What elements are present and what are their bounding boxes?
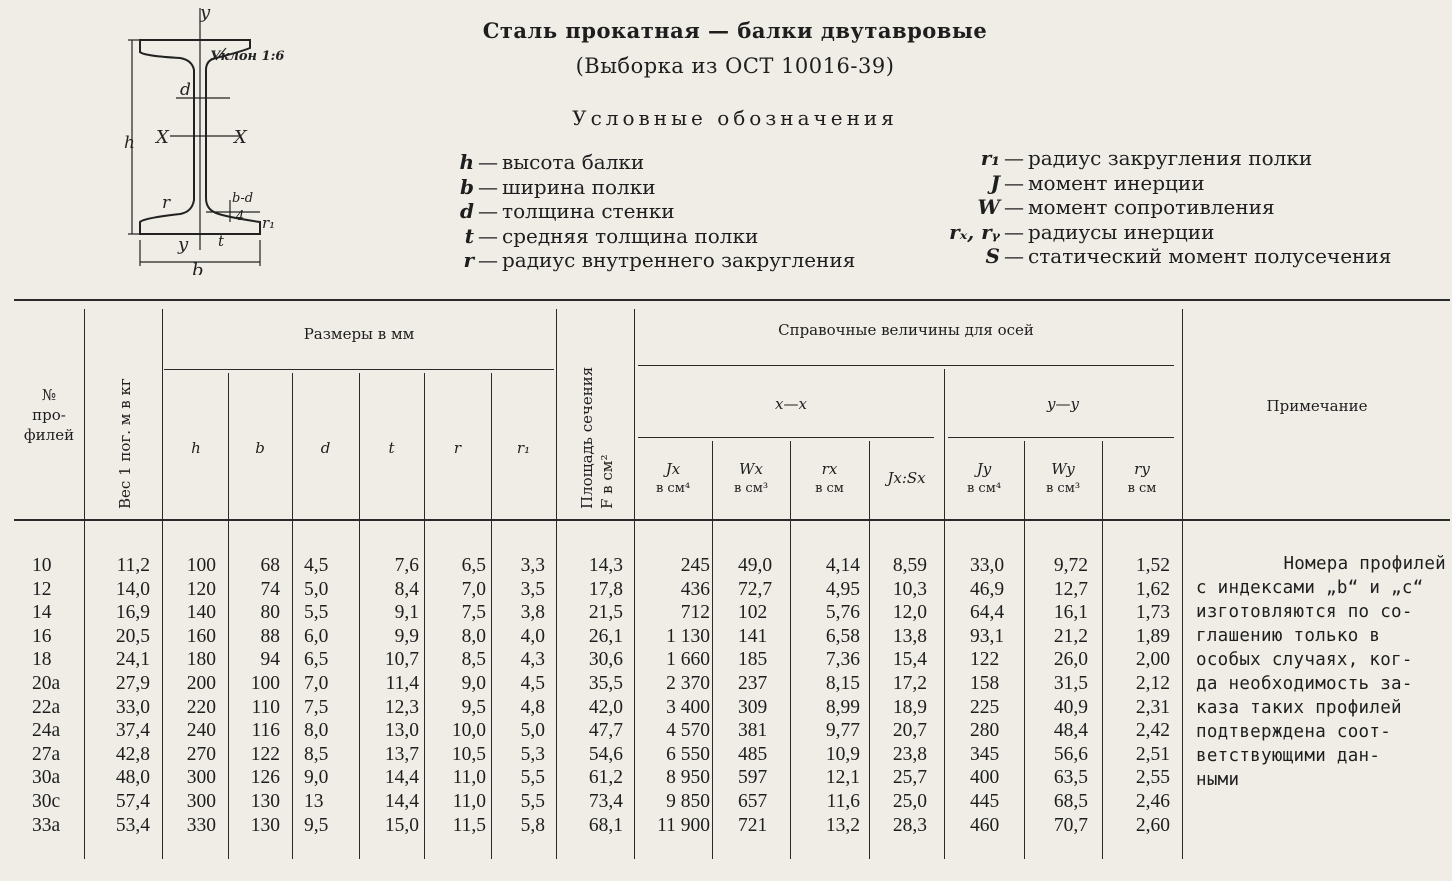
header-weight: Вес 1 пог. м в кг bbox=[116, 378, 134, 509]
table-cell-rx: 7,36 bbox=[825, 649, 860, 671]
col-rule bbox=[1182, 309, 1183, 859]
table-cell-profile: 12 bbox=[32, 578, 52, 600]
table-cell-r: 10,5 bbox=[451, 743, 486, 765]
table-cell-Jx: 2 370 bbox=[666, 672, 710, 694]
header-b: b bbox=[255, 439, 265, 457]
header-ref-group: Справочные величины для осей bbox=[778, 321, 1034, 339]
table-cell-Jy: 46,9 bbox=[970, 578, 1005, 600]
header-r: r bbox=[453, 439, 462, 457]
table-cell-Jx: 712 bbox=[680, 602, 710, 624]
table-cell-b: 100 bbox=[250, 672, 280, 694]
table-cell-weight: 14,0 bbox=[115, 578, 150, 600]
header-profile: № про- филей bbox=[23, 386, 75, 444]
table-cell-r1: 3,3 bbox=[520, 555, 545, 576]
table-cell-ry: 1,52 bbox=[1135, 555, 1170, 576]
table-cell-h: 300 bbox=[186, 767, 216, 789]
column-d bbox=[304, 554, 356, 837]
table-cell-r1: 3,8 bbox=[520, 602, 545, 624]
table-cell-b: 94 bbox=[260, 649, 280, 671]
table-cell-rx: 9,77 bbox=[825, 720, 860, 742]
table-cell-JxSx: 20,7 bbox=[892, 720, 927, 742]
table-cell-h: 160 bbox=[186, 625, 216, 647]
table-cell-Wy: 12,7 bbox=[1053, 578, 1088, 600]
table-cell-Jy: 345 bbox=[970, 743, 1000, 765]
table-cell-rx: 12,1 bbox=[825, 767, 860, 789]
table-cell-Jy: 33,0 bbox=[970, 555, 1005, 576]
table-cell-weight: 57,4 bbox=[115, 790, 150, 812]
note-line: Номера профилей bbox=[1283, 554, 1446, 574]
table-cell-ry: 1,89 bbox=[1135, 625, 1170, 647]
legend-item: J — момент инерции bbox=[990, 170, 1205, 195]
table-cell-Wx: 237 bbox=[738, 672, 768, 694]
table-cell-weight: 20,5 bbox=[115, 625, 150, 647]
table-cell-JxSx: 25,0 bbox=[892, 790, 927, 812]
table-cell-Jx: 3 400 bbox=[666, 696, 710, 718]
table-cell-r1: 4,8 bbox=[520, 696, 545, 718]
table-cell-b: 116 bbox=[251, 720, 280, 742]
axis-y-sub-rule bbox=[948, 437, 1174, 438]
table-cell-t: 13,7 bbox=[384, 743, 419, 765]
table-cell-r: 11,0 bbox=[452, 767, 486, 789]
table-cell-Wx: 49,0 bbox=[738, 555, 773, 576]
note-line: ными bbox=[1196, 770, 1240, 790]
table-cell-profile: 10 bbox=[32, 555, 52, 576]
table-cell-F: 68,1 bbox=[588, 814, 623, 836]
table-cell-r: 11,0 bbox=[452, 790, 486, 812]
table-cell-d: 4,5 bbox=[304, 555, 329, 576]
table-cell-profile: 18 bbox=[32, 649, 52, 671]
note-line: изготовляются по со- bbox=[1196, 602, 1413, 622]
table-cell-b: 130 bbox=[250, 790, 280, 812]
table-cell-weight: 27,9 bbox=[115, 672, 150, 694]
table-cell-r1: 4,0 bbox=[520, 625, 545, 647]
table-cell-h: 220 bbox=[186, 696, 216, 718]
table-cell-d: 6,0 bbox=[304, 625, 329, 647]
table-cell-Wx: 597 bbox=[738, 767, 768, 789]
col-rule bbox=[556, 309, 557, 859]
table-cell-Jy: 64,4 bbox=[970, 602, 1005, 624]
radius-r1-label: r₁ bbox=[262, 214, 276, 232]
table-cell-Wy: 56,6 bbox=[1053, 743, 1088, 765]
header-area-1: Площадь сечения bbox=[578, 366, 596, 509]
table-cell-F: 47,7 bbox=[588, 720, 623, 742]
table-cell-t: 12,3 bbox=[384, 696, 419, 718]
table-cell-r1: 5,3 bbox=[520, 743, 545, 765]
table-cell-Wx: 185 bbox=[738, 649, 768, 671]
axis-y-bottom-label: y bbox=[178, 234, 189, 255]
table-cell-JxSx: 28,3 bbox=[892, 814, 927, 836]
table-cell-F: 14,3 bbox=[588, 555, 623, 576]
table-cell-Wx: 72,7 bbox=[738, 578, 773, 600]
table-cell-r1: 4,3 bbox=[520, 649, 545, 671]
table-cell-JxSx: 12,0 bbox=[892, 602, 927, 624]
table-cell-Wx: 657 bbox=[738, 790, 768, 812]
table-cell-ry: 2,00 bbox=[1135, 649, 1170, 671]
table-cell-r1: 5,0 bbox=[520, 720, 545, 742]
table-cell-ry: 2,55 bbox=[1135, 767, 1170, 789]
dim-bd-label: b-d bbox=[232, 191, 254, 206]
axis-y-top-label: y bbox=[200, 2, 211, 23]
note-line: да необходимость за- bbox=[1196, 674, 1413, 694]
header-area-2: F в см² bbox=[598, 454, 616, 509]
column-r1 bbox=[491, 554, 545, 837]
column-jxsx bbox=[869, 554, 927, 837]
table-cell-r: 9,0 bbox=[461, 672, 486, 694]
table-cell-Wx: 381 bbox=[738, 720, 768, 742]
table-cell-rx: 10,9 bbox=[825, 743, 860, 765]
header-note: Примечание bbox=[1266, 397, 1368, 415]
table-cell-t: 13,0 bbox=[384, 720, 419, 742]
table-cell-JxSx: 13,8 bbox=[892, 625, 927, 647]
table-cell-d: 8,0 bbox=[304, 720, 329, 742]
table-cell-rx: 11,6 bbox=[826, 790, 860, 812]
table-cell-h: 140 bbox=[186, 602, 216, 624]
table-cell-Jx: 6 550 bbox=[666, 743, 710, 765]
table-cell-JxSx: 23,8 bbox=[892, 743, 927, 765]
dim-4-label: 4 bbox=[236, 209, 245, 224]
table-cell-JxSx: 17,2 bbox=[892, 672, 927, 694]
table-cell-r: 9,5 bbox=[461, 696, 486, 718]
note-line: особых случаях, ког- bbox=[1196, 650, 1413, 670]
table-cell-r: 7,5 bbox=[461, 602, 486, 624]
table-cell-rx: 8,99 bbox=[825, 696, 860, 718]
table-cell-JxSx: 15,4 bbox=[892, 649, 927, 671]
table-cell-Jy: 280 bbox=[970, 720, 1000, 742]
legend-right bbox=[920, 146, 1391, 269]
table-cell-r: 6,5 bbox=[461, 555, 486, 576]
column-ry bbox=[1102, 554, 1170, 837]
column-area bbox=[559, 554, 623, 837]
table-cell-h: 180 bbox=[186, 649, 216, 671]
table-cell-rx: 4,14 bbox=[825, 555, 860, 576]
table-cell-Jy: 460 bbox=[970, 814, 1000, 836]
legend-item: d — толщина стенки bbox=[460, 199, 675, 223]
table-cell-profile: 14 bbox=[32, 602, 52, 624]
header-jx: Jx в см⁴ bbox=[655, 460, 691, 496]
table-cell-Wy: 9,72 bbox=[1053, 555, 1088, 576]
table-cell-h: 240 bbox=[186, 720, 216, 742]
table-cell-weight: 33,0 bbox=[115, 696, 150, 718]
legend-heading: Условные обозначения bbox=[572, 106, 898, 130]
header-axis-y: y—y bbox=[1047, 395, 1079, 413]
table-cell-profile: 20а bbox=[32, 672, 61, 694]
header-wy: Wy в см³ bbox=[1045, 460, 1081, 496]
table-cell-weight: 11,2 bbox=[116, 555, 150, 576]
table-cell-Wy: 21,2 bbox=[1053, 625, 1088, 647]
table-cell-Wy: 48,4 bbox=[1053, 720, 1088, 742]
table-cell-t: 14,4 bbox=[384, 790, 419, 812]
table-cell-Jy: 400 bbox=[970, 767, 1000, 789]
table-cell-weight: 48,0 bbox=[115, 767, 150, 789]
table-cell-ry: 2,12 bbox=[1135, 672, 1170, 694]
table-cell-r: 7,0 bbox=[461, 578, 486, 600]
table-cell-Jx: 436 bbox=[680, 578, 710, 600]
table-cell-Jy: 225 bbox=[970, 696, 1000, 718]
table-cell-r1: 4,5 bbox=[520, 672, 545, 694]
table-cell-r1: 3,5 bbox=[520, 578, 545, 600]
column-b bbox=[228, 554, 280, 837]
col-rule bbox=[712, 441, 713, 859]
table-cell-rx: 5,76 bbox=[825, 602, 860, 624]
legend-item: b — ширина полки bbox=[460, 174, 656, 199]
note-line: ветствующими дан- bbox=[1196, 746, 1381, 766]
header-axis-x: x—x bbox=[775, 395, 807, 413]
note-line: с индексами „b“ и „c“ bbox=[1196, 578, 1424, 598]
legend-item: h — высота балки bbox=[459, 150, 645, 174]
column-wy bbox=[1024, 554, 1088, 837]
table-cell-profile: 16 bbox=[32, 625, 52, 647]
column-h bbox=[164, 554, 216, 837]
header-ry: ry в см bbox=[1127, 460, 1157, 496]
table-cell-JxSx: 18,9 bbox=[892, 696, 927, 718]
col-rule bbox=[162, 309, 163, 859]
table-cell-Wy: 68,5 bbox=[1053, 790, 1088, 812]
table-cell-weight: 16,9 bbox=[115, 602, 150, 624]
legend-item: rₓ, rᵧ — радиусы инерции bbox=[949, 219, 1215, 244]
table-cell-Wx: 721 bbox=[738, 814, 768, 836]
table-cell-profile: 30а bbox=[32, 767, 61, 789]
beam-table bbox=[14, 299, 1450, 859]
column-t bbox=[359, 554, 419, 837]
table-cell-d: 9,0 bbox=[304, 767, 329, 789]
i-beam-diagram bbox=[120, 0, 290, 275]
table-cell-b: 110 bbox=[251, 696, 280, 718]
note-line: глашению только в bbox=[1196, 626, 1381, 646]
legend-item: W — момент сопротивления bbox=[977, 195, 1275, 219]
column-profile bbox=[32, 554, 84, 837]
table-cell-h: 270 bbox=[186, 743, 216, 765]
table-cell-profile: 30с bbox=[32, 790, 61, 812]
table-cell-t: 11,4 bbox=[385, 672, 419, 694]
table-cell-d: 13 bbox=[304, 790, 324, 812]
table-cell-rx: 6,58 bbox=[825, 625, 860, 647]
table-cell-t: 9,9 bbox=[394, 625, 419, 647]
table-cell-Wy: 31,5 bbox=[1053, 672, 1088, 694]
table-cell-ry: 2,42 bbox=[1135, 720, 1170, 742]
table-cell-Jx: 4 570 bbox=[666, 720, 710, 742]
table-cell-t: 10,7 bbox=[384, 649, 419, 671]
table-cell-Jy: 122 bbox=[970, 649, 1000, 671]
table-cell-Wy: 26,0 bbox=[1053, 649, 1088, 671]
table-cell-JxSx: 25,7 bbox=[892, 767, 927, 789]
dim-b-label: b bbox=[192, 260, 204, 275]
header-t: t bbox=[388, 439, 395, 457]
table-cell-Wy: 63,5 bbox=[1053, 767, 1088, 789]
table-cell-b: 126 bbox=[250, 767, 280, 789]
table-cell-Wx: 102 bbox=[738, 602, 768, 624]
header-r1: r₁ bbox=[516, 439, 531, 457]
column-jx bbox=[634, 554, 710, 837]
table-cell-weight: 42,8 bbox=[115, 743, 150, 765]
table-cell-b: 130 bbox=[250, 814, 280, 836]
legend-item: r — радиус внутреннего закругления bbox=[463, 248, 856, 272]
table-cell-F: 54,6 bbox=[588, 743, 623, 765]
table-cell-Jy: 158 bbox=[970, 672, 1000, 694]
column-weight bbox=[90, 554, 150, 837]
table-cell-Jy: 93,1 bbox=[970, 625, 1005, 647]
page-title: Сталь прокатная — балки двутавровые bbox=[482, 18, 988, 43]
col-rule bbox=[944, 369, 945, 859]
dim-h-label: h bbox=[124, 133, 135, 153]
table-cell-d: 9,5 bbox=[304, 814, 329, 836]
header-dims-group: Размеры в мм bbox=[303, 325, 415, 343]
table-cell-Jy: 445 bbox=[970, 790, 1000, 812]
radius-r-label: r bbox=[162, 193, 171, 213]
table-cell-ry: 2,51 bbox=[1135, 743, 1170, 765]
table-cell-profile: 27а bbox=[32, 743, 61, 765]
dim-d-label: d bbox=[180, 80, 191, 100]
table-cell-h: 100 bbox=[186, 555, 216, 576]
table-cell-d: 6,5 bbox=[304, 649, 329, 671]
table-cell-d: 7,0 bbox=[304, 672, 329, 694]
table-cell-r: 8,5 bbox=[461, 649, 486, 671]
table-cell-r1: 5,5 bbox=[520, 767, 545, 789]
table-cell-Jx: 8 950 bbox=[666, 767, 710, 789]
legend-item: t — средняя толщина полки bbox=[464, 223, 759, 248]
col-rule bbox=[84, 309, 85, 859]
table-cell-profile: 24а bbox=[32, 720, 61, 742]
table-cell-F: 42,0 bbox=[588, 696, 623, 718]
table-cell-ry: 1,73 bbox=[1135, 602, 1170, 624]
table-cell-r: 10,0 bbox=[451, 720, 486, 742]
column-jy bbox=[970, 554, 1022, 837]
table-cell-Jx: 11 900 bbox=[657, 814, 710, 836]
legend-item: S — статический момент полусечения bbox=[985, 244, 1392, 268]
table-cell-profile: 22а bbox=[32, 696, 61, 718]
header-jy: Jy в см⁴ bbox=[966, 460, 1002, 496]
table-cell-rx: 13,2 bbox=[825, 814, 860, 836]
ref-sub-rule bbox=[638, 365, 1174, 366]
header-h: h bbox=[191, 439, 201, 457]
table-cell-r: 11,5 bbox=[452, 814, 486, 836]
header-d: d bbox=[320, 439, 331, 457]
table-cell-F: 73,4 bbox=[588, 790, 623, 812]
table-cell-weight: 37,4 bbox=[115, 720, 150, 742]
table-cell-r1: 5,8 bbox=[520, 814, 545, 836]
table-cell-rx: 8,15 bbox=[825, 672, 860, 694]
table-cell-JxSx: 10,3 bbox=[892, 578, 927, 600]
table-cell-ry: 2,46 bbox=[1135, 790, 1170, 812]
table-cell-d: 8,5 bbox=[304, 743, 329, 765]
legend-item: r₁ — радиус закругления полки bbox=[980, 146, 1313, 170]
table-cell-JxSx: 8,59 bbox=[892, 555, 927, 576]
slope-label: Уклон 1:6 bbox=[210, 49, 285, 64]
note-line: каза таких профилей bbox=[1196, 698, 1402, 718]
table-cell-h: 120 bbox=[186, 578, 216, 600]
table-cell-h: 330 bbox=[186, 814, 216, 836]
axis-x-sub-rule bbox=[638, 437, 934, 438]
column-rx bbox=[790, 554, 860, 837]
table-cell-Jx: 9 850 bbox=[666, 790, 710, 812]
table-cell-Jx: 1 660 bbox=[666, 649, 710, 671]
table-top-rule bbox=[14, 299, 1450, 301]
table-cell-d: 5,0 bbox=[304, 578, 329, 600]
note-line: подтверждена соот- bbox=[1196, 722, 1392, 742]
note-text bbox=[1196, 552, 1446, 792]
header-rx: rx в см bbox=[815, 460, 844, 496]
table-cell-t: 8,4 bbox=[394, 578, 419, 600]
table-cell-b: 74 bbox=[260, 578, 280, 600]
legend-left bbox=[450, 150, 855, 273]
table-cell-b: 122 bbox=[250, 743, 280, 765]
table-cell-ry: 2,31 bbox=[1135, 696, 1170, 718]
dims-sub-rule bbox=[164, 369, 554, 370]
page-subtitle: (Выборка из ОСТ 10016-39) bbox=[575, 54, 895, 78]
table-cell-F: 35,5 bbox=[588, 672, 623, 694]
table-cell-F: 26,1 bbox=[588, 625, 623, 647]
table-cell-Wy: 16,1 bbox=[1053, 602, 1088, 624]
table-cell-t: 7,6 bbox=[394, 555, 419, 576]
column-r bbox=[424, 554, 486, 837]
table-cell-t: 9,1 bbox=[394, 602, 419, 624]
table-cell-b: 88 bbox=[260, 625, 280, 647]
dim-t-label: t bbox=[218, 232, 225, 250]
column-wx bbox=[738, 554, 790, 837]
table-cell-F: 61,2 bbox=[588, 767, 623, 789]
header-jxsx: Jx:Sx bbox=[887, 469, 926, 487]
table-cell-b: 80 bbox=[260, 602, 280, 624]
table-cell-ry: 1,62 bbox=[1135, 578, 1170, 600]
axis-x-left-label: X bbox=[156, 127, 169, 148]
table-cell-r1: 5,5 bbox=[520, 790, 545, 812]
table-cell-h: 300 bbox=[186, 790, 216, 812]
table-cell-Wx: 485 bbox=[738, 743, 768, 765]
header-wx: Wx в см³ bbox=[733, 460, 769, 496]
table-cell-Wy: 70,7 bbox=[1053, 814, 1088, 836]
table-cell-F: 17,8 bbox=[588, 578, 623, 600]
table-cell-b: 68 bbox=[260, 555, 280, 576]
table-cell-ry: 2,60 bbox=[1135, 814, 1170, 836]
table-cell-weight: 53,4 bbox=[115, 814, 150, 836]
axis-x-right-label: X bbox=[234, 127, 247, 148]
table-cell-Wx: 141 bbox=[738, 625, 768, 647]
table-cell-Jx: 1 130 bbox=[666, 625, 710, 647]
table-cell-Wy: 40,9 bbox=[1053, 696, 1088, 718]
table-cell-weight: 24,1 bbox=[115, 649, 150, 671]
table-cell-h: 200 bbox=[186, 672, 216, 694]
table-cell-rx: 4,95 bbox=[825, 578, 860, 600]
table-cell-Wx: 309 bbox=[738, 696, 768, 718]
table-cell-profile: 33а bbox=[32, 814, 61, 836]
table-cell-d: 7,5 bbox=[304, 696, 329, 718]
table-header-rule bbox=[14, 519, 1450, 521]
table-cell-F: 30,6 bbox=[588, 649, 623, 671]
table-cell-d: 5,5 bbox=[304, 602, 329, 624]
table-cell-t: 14,4 bbox=[384, 767, 419, 789]
table-cell-t: 15,0 bbox=[384, 814, 419, 836]
table-cell-F: 21,5 bbox=[588, 602, 623, 624]
table-cell-Jx: 245 bbox=[680, 555, 710, 576]
table-cell-r: 8,0 bbox=[461, 625, 486, 647]
